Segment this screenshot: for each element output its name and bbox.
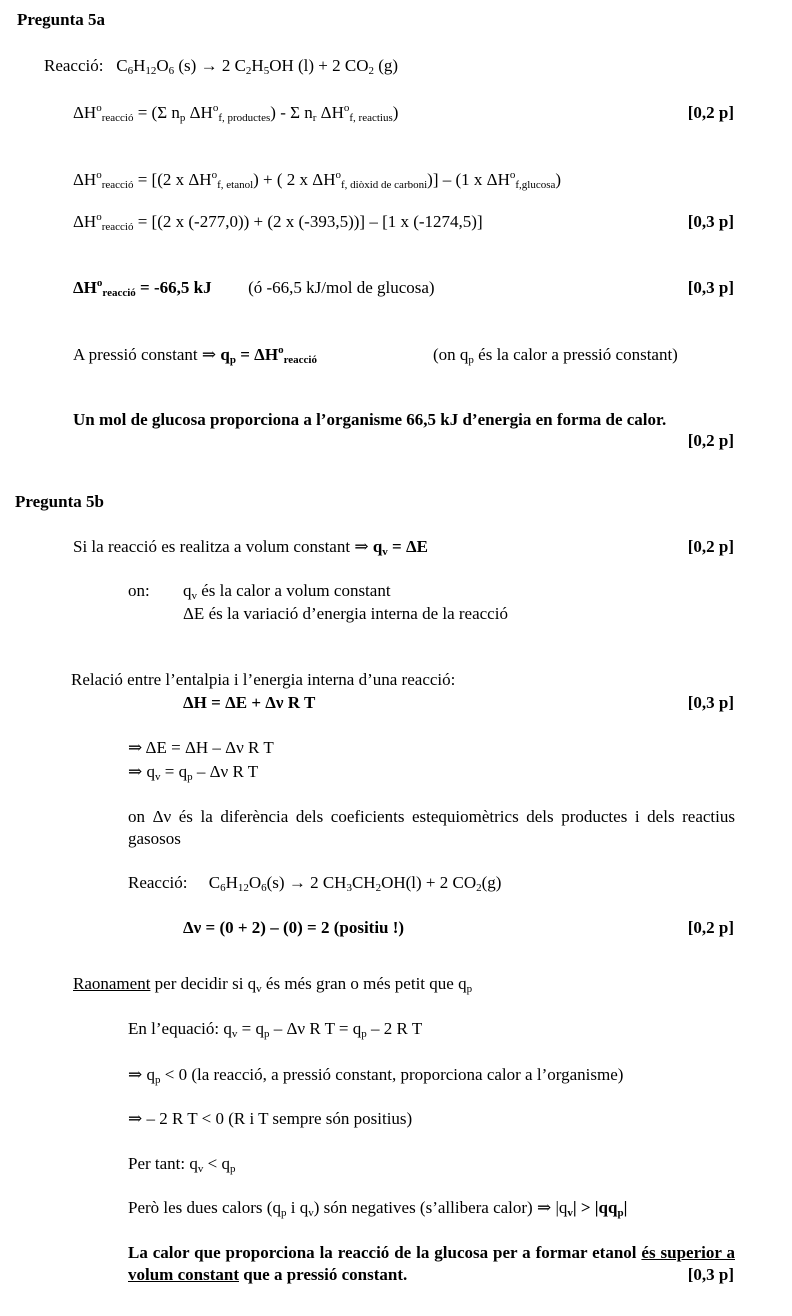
- both-negative-line: Però les dues calors ($q_p$ i $q_v$) són negatives (s’allibera calor) ⇒ $|q_v| > |qq_p|$: [128, 1198, 628, 1219]
- constant-pressure-line: A pressió constant ⇒ $q_p = \Delta H^o_{reacció}$: [73, 344, 317, 366]
- constant-pressure-note: (on $q_p$ és la calor a pressió constant): [433, 345, 678, 366]
- reasoning-line: Raonament per decidir si $q_v$ és més gran o més petit que $q_p$: [73, 974, 473, 995]
- constant-volume-line: Si la reacció es realitza a volum constant ⇒ $q_v = \Delta E$: [73, 537, 428, 558]
- rt-negative-line: ⇒ – 2 R T < 0 (R i T sempre són positius): [128, 1109, 413, 1128]
- enthalpy-result: $\Delta H^o_{reacció} = -66,5$ kJ (ó -66,5 kJ/mol de glucosa): [73, 277, 435, 299]
- implies-delta-e: ⇒ ΔE = ΔH – Δν R T: [128, 738, 274, 757]
- points-formula-general: [0,2 p]: [687, 103, 734, 122]
- relation-equation: ΔH = ΔE + Δν R T: [183, 693, 316, 712]
- points-volume: [0,2 p]: [687, 537, 734, 556]
- relation-text: Relació entre l’entalpia i l’energia interna d’una reacció:: [71, 670, 456, 689]
- enthalpy-general-formula: $\Delta H^o_{reacció} = (\Sigma$ $n_p$ $\Delta H^o_{f, productes}$) - Σ $n_r$ $\Delta H^o_{f, reactius}$): [73, 102, 399, 124]
- conclusion-5a: Un mol de glucosa proporciona a l’organisme 66,5 kJ d’energia en forma de calor.: [73, 410, 667, 429]
- therefore-line: Per tant: $q_v < q_p$: [128, 1154, 236, 1175]
- heading-5b: Pregunta 5b: [15, 492, 104, 511]
- qp-negative-line: ⇒ $q_p < 0$ (la reacció, a pressió constant, proporciona calor a l’organisme): [128, 1065, 624, 1086]
- reaction-equation-1: Reacció: $C_6H_{12}O_6$ (s) → 2 $C_2H_5OH$ (l) + 2 $CO_2$ (g): [44, 56, 399, 77]
- points-delta-nu: [0,2 p]: [687, 918, 734, 937]
- enthalpy-values-formula: $\Delta H^o_{reacció} = [(2$ x (-277,0)) + (2 x (-393,5))] – [1 x (-1274,5)]: [73, 211, 483, 233]
- points-relation: [0,3 p]: [687, 693, 734, 712]
- reaction-equation-2: Reacció: $C_6H_{12}O_6(s) \to 2$ $CH_3CH_2OH(l) + 2$ $CO_2(g)$: [128, 873, 502, 894]
- delta-e-definition: ΔE és la variació d’energia interna de la reacció: [183, 604, 508, 623]
- heading-5a: Pregunta 5a: [17, 10, 105, 29]
- implies-qv: ⇒ $q_v = q_p - \Delta\nu$ R T: [128, 762, 259, 783]
- points-conclusion-5b: [0,3 p]: [687, 1265, 734, 1284]
- points-formula-values: [0,3 p]: [687, 212, 734, 231]
- qv-definition: $q_v$ és la calor a volum constant: [183, 581, 391, 602]
- on-label: on:: [128, 581, 150, 600]
- points-conclusion-5a: [0,2 p]: [687, 431, 734, 450]
- conclusion-5b: La calor que proporciona la reacció de la glucosa per a formar etanol és superior a volum constant que a pressió constant.: [128, 1243, 735, 1284]
- points-result: [0,3 p]: [687, 278, 734, 297]
- delta-nu-equation: Δν = (0 + 2) – (0) = 2 (positiu !): [183, 918, 405, 937]
- delta-nu-explanation: on Δν és la diferència dels coeficients estequiomètrics dels productes i dels reactius gasosos: [128, 807, 735, 848]
- enthalpy-terms-formula: $\Delta H^o_{reacció} = [(2$ x $\Delta H^o_{f, etanol}$) + ( 2 x $\Delta H^o_{f, diòxid de carboni})] - (1$ x $\Delta H^o_{f,glucosa}$): [73, 169, 562, 191]
- equation-line: En l’equació: $q_v = q_p - \Delta\nu$ R $T = q_p - 2$ R T: [128, 1019, 423, 1040]
